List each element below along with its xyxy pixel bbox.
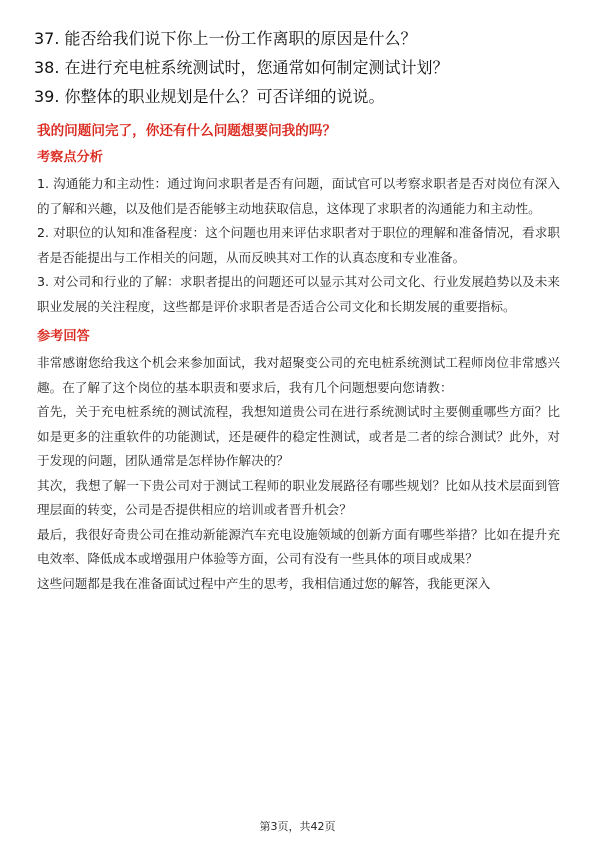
answer-body — [37, 351, 560, 596]
question-item: 37. 能否给我们说下你上一份工作离职的原因是什么？ — [34, 29, 417, 48]
answer-paragraph: 这些问题都是我在准备面试过程中产生的思考，我相信通过您的解答，我能更深入 — [37, 575, 491, 591]
analysis-list — [37, 172, 560, 319]
question-item: 39. 你整体的职业规划是什么？可否详细的说说。 — [34, 87, 385, 106]
analysis-item: 1. 沟通能力和主动性：通过询问求职者是否有问题，面试官可以考察求职者是否对岗位有深入的了解和兴趣，以及他们是否能够主动地获取信息，这体现了求职者的沟通能力和主动性。 — [37, 176, 560, 216]
answer-paragraph: 非常感谢您给我这个机会来参加面试，我对超聚变公司的充电桩系统测试工程师岗位非常感兴趣。在了解了这个岗位的基本职责和要求后，我有几个问题想要向您请教： — [37, 355, 560, 395]
answer-paragraph: 其次，我想了解一下贵公司对于测试工程师的职业发展路径有哪些规划？比如从技术层面到管理层面的转变，公司是否提供相应的培训或者晋升机会？ — [37, 477, 560, 517]
question-title: 我的问题问完了，你还有什么问题想要问我的吗？ — [37, 123, 337, 139]
answer-paragraph: 最后，我很好奇贵公司在推动新能源汽车充电设施领域的创新方面有哪些举措？比如在提升充电效率、降低成本或增强用户体验等方面，公司有没有一些具体的项目或成果？ — [37, 526, 560, 566]
analysis-item: 2. 对职位的认知和准备程度：这个问题也用来评估求职者对于职位的理解和准备情况，看求职者是否能提出与工作相关的问题，从而反映其对工作的认真态度和专业准备。 — [37, 225, 560, 265]
question-item: 38. 在进行充电桩系统测试时，您通常如何制定测试计划？ — [34, 58, 449, 77]
answer-paragraph: 首先，关于充电桩系统的测试流程，我想知道贵公司在进行系统测试时主要侧重哪些方面？比如是更多的注重软件的功能测试，还是硬件的稳定性测试，或者是二者的综合测试？此外，对于发现的问题，团队通常是怎样协作解决的？ — [37, 404, 560, 468]
analysis-item: 3. 对公司和行业的了解：求职者提出的问题还可以显示其对公司文化、行业发展趋势以及未来职业发展的关注程度，这些都是评价求职者是否适合公司文化和长期发展的重要指标。 — [37, 274, 560, 314]
page-number: 第3页，共42页 — [259, 820, 336, 833]
question-detail — [37, 121, 560, 596]
question-list — [34, 24, 564, 111]
analysis-heading: 考察点分析 — [37, 150, 103, 165]
answer-heading: 参考回答 — [37, 329, 90, 344]
